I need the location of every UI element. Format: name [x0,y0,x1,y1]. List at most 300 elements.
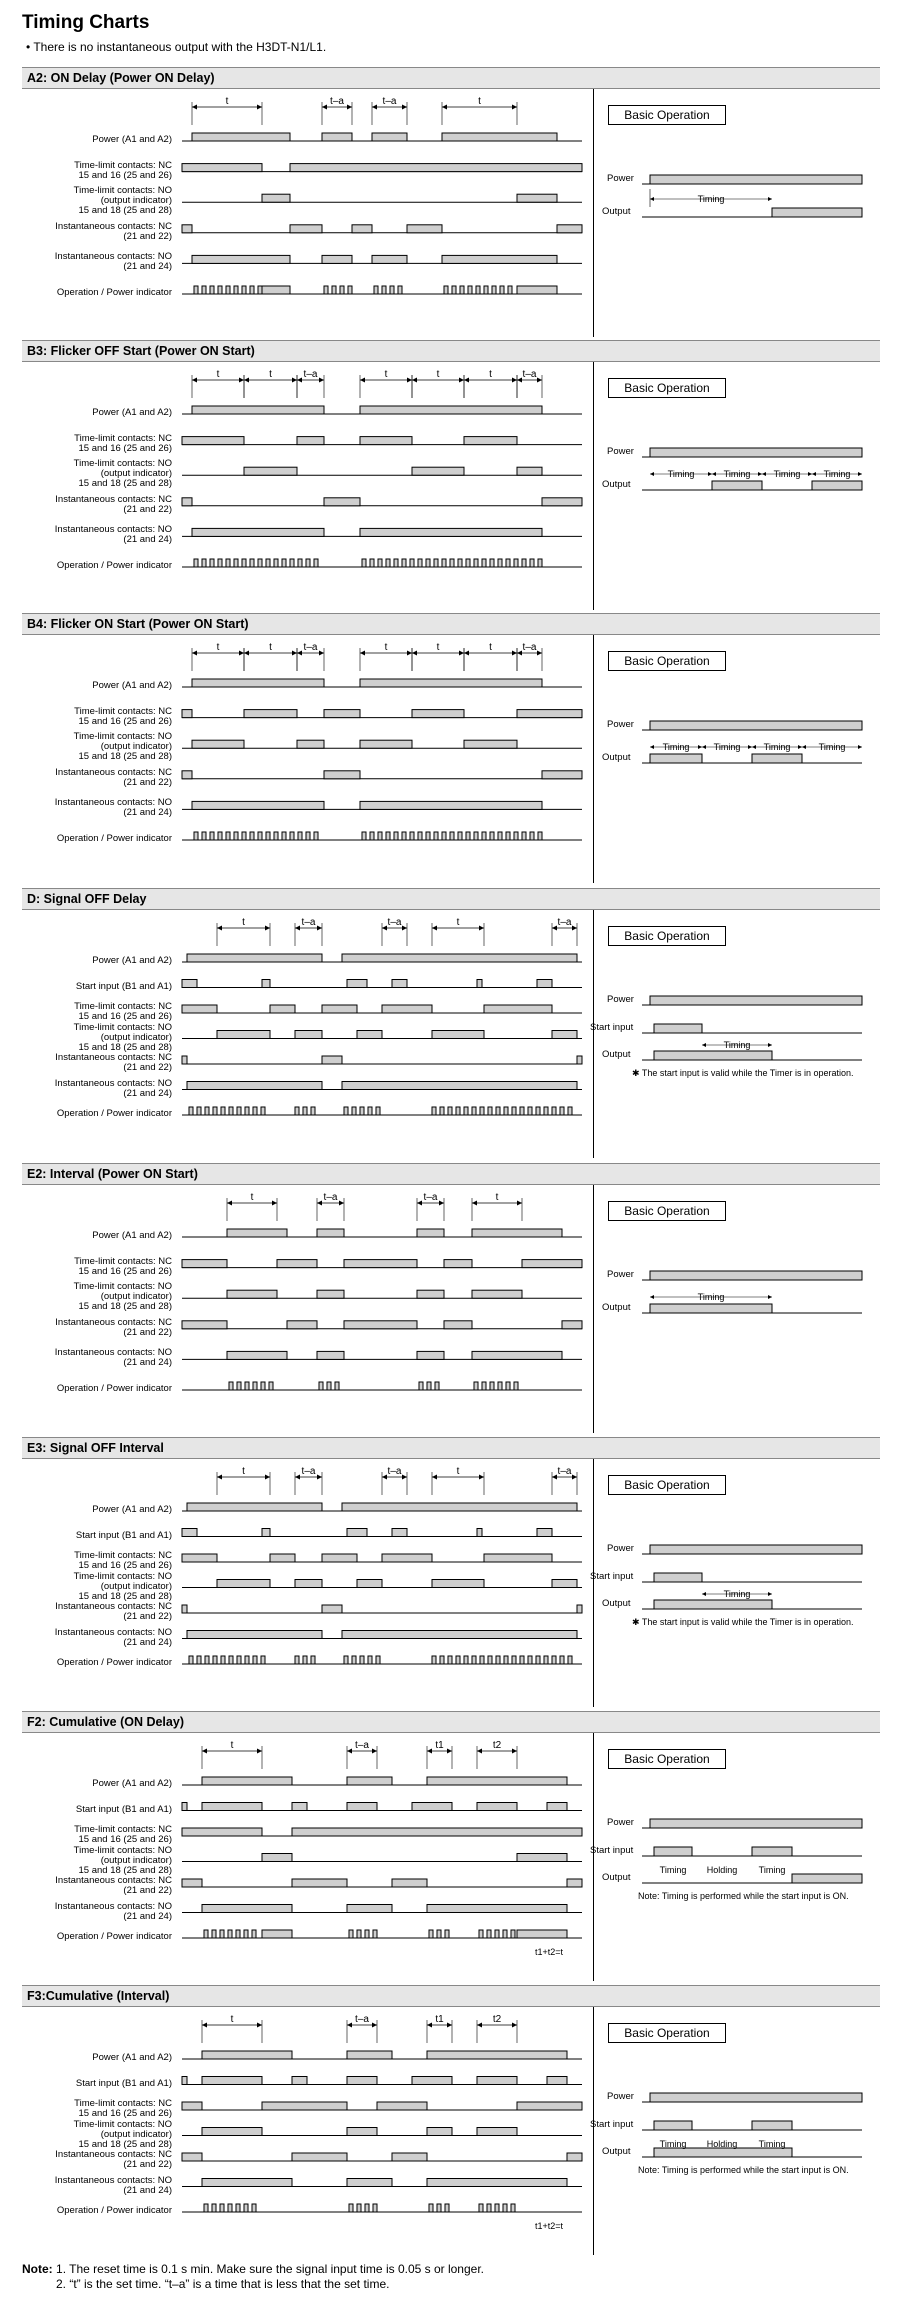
dimension-label: t–a [301,917,316,928]
basic-timing-label: Timing [662,742,690,752]
signal-3-pulse-1 [290,225,322,233]
dimension-label: t [242,1466,245,1477]
signal-3-pulse-2 [352,225,372,233]
signal-4-pulse-2 [577,1056,582,1064]
signal-label: Power (A1 and A2) [92,1778,172,1789]
power-label: Power [607,719,634,730]
indicator-block-17 [376,1656,380,1664]
indicator-block-23 [484,286,488,294]
arrow-right-icon [402,1475,407,1480]
page-title: Timing Charts [22,12,150,33]
signal-2-pulse-0 [182,1005,217,1013]
dimension-label: t–a [522,369,537,380]
arrow-right-icon [239,651,244,656]
signal-3-wave [182,1031,582,1039]
indicator-block-4 [226,832,230,840]
section-a2 [22,67,880,337]
output-label: Output [602,2146,631,2157]
indicator-block-32 [544,1107,548,1115]
signal-3-pulse-1 [347,2128,377,2136]
section-title: B3: Flicker OFF Start (Power ON Start) [27,344,255,358]
indicator-block-1 [197,1107,201,1115]
signal-5-pulse-1 [347,1905,392,1913]
signal-1-pulse-2 [292,2077,307,2085]
timing-dimension-0 [202,1740,262,1769]
signal-4-pulse-1 [360,801,542,809]
indicator-block-2 [205,1107,209,1115]
indicator-block-7 [245,1107,249,1115]
dimension-label: t–a [330,96,344,107]
signal-3-pulse-4 [562,1321,582,1329]
note-label: Note: [22,2262,53,2276]
basic-operation-diagram [642,721,862,763]
section-title: A2: ON Delay (Power ON Delay) [27,71,215,85]
signal-3-wave [182,771,582,779]
indicator-block-8 [335,1382,339,1390]
indicator-block-0 [189,1656,193,1664]
dimension-label: t [250,1192,254,1203]
arrow-left-icon [202,2023,207,2028]
indicator-block-14 [306,832,310,840]
signal-3-pulse-1 [324,771,360,779]
indicator-block-11 [303,1107,307,1115]
arrow-right-icon [347,105,352,110]
power-wave [182,954,582,962]
signal-1-pulse-3 [392,1529,407,1537]
basic-operation-label: Basic Operation [608,1201,726,1221]
signal-label: Power (A1 and A2) [92,407,172,418]
arrow-right-icon [808,472,812,476]
arrow-left-icon [650,472,654,476]
signal-1-pulse-3 [412,710,464,718]
basic-timing-label: Timing [697,1292,725,1302]
signal-2-wave [182,2102,582,2110]
signal-1-pulse-2 [292,1803,307,1811]
section-e3 [22,1437,880,1707]
power-label: Power [607,994,634,1005]
arrow-left-icon [297,378,302,383]
indicator-wave [182,2204,582,2212]
signal-label: Start input (B1 and A1) [75,980,172,992]
dimension-label: t–a [301,1466,316,1477]
signal-4-pulse-2 [392,2153,427,2161]
dimension-label: t–a [423,1192,438,1203]
indicator-block-31 [482,559,486,567]
indicator-block-0 [204,2204,208,2212]
signal-2-wave [182,194,582,202]
arrow-right-icon [459,651,464,656]
arrow-right-icon [402,926,407,931]
signal-3-pulse-4 [552,1031,577,1039]
indicator-block-10 [373,2204,377,2212]
arrow-right-icon [439,1201,444,1206]
indicator-block-15 [314,559,318,567]
section-f3 [22,1985,880,2255]
indicator-block-15 [479,1930,483,1938]
section-header [22,1437,880,1459]
signal-2-pulse-2 [322,1005,357,1013]
signal-2-pulse-1 [262,2102,347,2110]
indicator-block-16 [368,1107,372,1115]
power-pulse-1 [360,406,542,414]
basic-operation-label: Basic Operation [608,1475,726,1495]
indicator-block-19 [511,1930,515,1938]
dimension-label: t–a [387,1466,402,1477]
signal-label: Time-limit contacts: NC 15 and 16 (25 and 26) [74,1255,172,1277]
indicator-block-29 [520,1656,524,1664]
power-pulse-0 [192,679,324,687]
indicator-block-24 [480,1656,484,1664]
signal-1-wave [182,2077,582,2085]
dimension-label: t [456,917,460,928]
arrow-left-icon [360,378,365,383]
indicator-block-19 [440,1656,444,1664]
indicator-block-7 [349,2204,353,2212]
timing-dimension-2 [427,1740,452,1769]
signal-label: Operation / Power indicator [56,1931,172,1942]
signal-4-pulse-1 [317,1351,344,1359]
indicator-block-12 [340,286,344,294]
indicator-block-4 [261,1382,265,1390]
signal-2-pulse-2 [377,2102,427,2110]
timing-dimension-3 [442,96,517,125]
signal-3-wave [182,498,582,506]
indicator-block-17 [370,832,374,840]
note-2 [22,2277,484,2292]
signal-2-pulse-3 [517,2102,582,2110]
basic-operation-diagram [642,448,862,490]
indicator-block-20 [460,286,464,294]
indicator-block-10 [295,1107,299,1115]
indicator-block-20 [448,1656,452,1664]
dimension-label: t [216,369,220,380]
arrow-right-icon [708,472,712,476]
signal-4-pulse-0 [227,1351,287,1359]
indicator-block-21 [402,559,406,567]
dimension-label: t–a [303,369,318,380]
power-label: Power [607,1817,634,1828]
indicator-block-10 [274,559,278,567]
indicator-block-8 [253,1656,257,1664]
signal-2-pulse-4 [484,1005,552,1013]
start-input-note-text: The start input is valid while the Timer is in operation. [641,1068,854,1078]
signal-3-pulse-0 [182,225,192,233]
power-level [650,1819,862,1828]
arrow-left-icon [464,378,469,383]
signal-label: Start input (B1 and A1) [75,1803,172,1815]
power-label: Power [607,446,634,457]
arrow-left-icon [702,745,706,749]
start-input-level [654,1024,702,1033]
indicator-block-22 [464,1107,468,1115]
signal-label: Operation / Power indicator [56,2205,172,2216]
signal-3-pulse-2 [344,1321,417,1329]
section-header [22,1711,880,1733]
power-label: Power [607,2091,634,2102]
signal-2-pulse-0 [244,467,297,475]
indicator-block-20 [517,1930,567,1938]
dimension-label: t [269,369,272,380]
signal-5-wave [182,1631,582,1639]
timing-dimension-6 [517,642,542,671]
arrow-right-icon [768,197,772,201]
signal-label: Time-limit contacts: NO (output indicator) 15 and 18 (25 and 28) [73,185,172,217]
arrow-right-icon [858,472,862,476]
arrow-left-icon [417,1201,422,1206]
indicator-block-8 [258,559,262,567]
signal-label: Instantaneous contacts: NO (21 and 24) [54,1626,172,1648]
signal-label: Time-limit contacts: NO (output indicator) 15 and 18 (25 and 28) [73,731,172,763]
signal-4-wave [182,1351,582,1359]
signal-label: Time-limit contacts: NO (output indicator) 15 and 18 (25 and 28) [73,458,172,490]
arrow-left-icon [702,1043,706,1047]
signal-4-pulse-0 [192,801,324,809]
signal-2-wave [182,467,582,475]
basic-timing-label: Timing [823,469,851,479]
indicator-block-17 [503,2204,507,2212]
indicator-block-12 [437,2204,441,2212]
timing-dimension-0 [217,1466,270,1495]
indicator-block-7 [250,832,254,840]
indicator-block-13 [348,286,352,294]
signal-1-pulse-1 [202,2077,262,2085]
arrow-right-icon [402,105,407,110]
arrow-left-icon [295,926,300,931]
signal-1-pulse-3 [464,437,517,445]
indicator-block-14 [479,2204,483,2212]
signal-label: Instantaneous contacts: NC (21 and 22) [55,766,172,788]
arrow-left-icon [762,472,766,476]
indicator-block-10 [295,1656,299,1664]
signal-label: Power (A1 and A2) [92,680,172,691]
basic-timing-label: Timing [713,742,741,752]
indicator-block-11 [282,832,286,840]
signal-1-pulse-1 [244,710,297,718]
indicator-block-18 [432,1656,436,1664]
arrow-left-icon [372,105,377,110]
basic-operation-diagram [642,1545,862,1609]
signal-2-wave [182,1554,582,1562]
indicator-block-23 [472,1656,476,1664]
basic-operation-diagram [642,175,862,217]
indicator-block-21 [456,1107,460,1115]
arrow-right-icon [459,378,464,383]
signal-3-pulse-2 [542,771,582,779]
indicator-block-2 [205,1656,209,1664]
signal-label: Power (A1 and A2) [92,2052,172,2063]
arrow-left-icon [712,472,716,476]
indicator-block-13 [298,832,302,840]
arrow-right-icon [319,378,324,383]
arrow-right-icon [748,745,752,749]
dimension-label: t [489,369,492,380]
signal-1-pulse-2 [360,437,412,445]
output-level [650,1304,772,1313]
dimension-label: t–a [522,642,537,653]
indicator-block-29 [466,832,470,840]
power-pulse-2 [427,2051,567,2059]
start-input-level [654,1573,702,1582]
start-input-level [654,1847,692,1856]
indicator-block-25 [434,832,438,840]
signal-4-pulse-0 [192,255,290,263]
indicator-block-5 [269,1382,273,1390]
output-label: Output [602,752,631,763]
arrow-left-icon [427,1749,432,1754]
signal-label: Power (A1 and A2) [92,134,172,145]
signal-5-pulse-0 [187,1631,322,1639]
arrow-right-icon [512,651,517,656]
signal-1-pulse-1 [262,1529,270,1537]
signal-1-wave [182,710,582,718]
signal-1-pulse-6 [547,1803,567,1811]
signal-1-pulse-2 [344,1260,417,1268]
arrow-left-icon [802,745,806,749]
signal-5-pulse-0 [202,1905,292,1913]
signal-3-pulse-2 [542,498,582,506]
timing-dimension-6 [517,369,542,398]
signal-label: Instantaneous contacts: NO (21 and 24) [54,1077,172,1099]
indicator-block-4 [236,2204,240,2212]
indicator-block-1 [202,286,206,294]
signal-2-pulse-1 [292,1828,582,1836]
indicator-block-9 [365,2204,369,2212]
dimension-label: t2 [492,2014,502,2025]
basic-operation-label: Basic Operation [608,1749,726,1769]
basic-timing-label: Timing [763,742,791,752]
indicator-block-2 [220,2204,224,2212]
dimension-label: t [384,642,388,653]
indicator-block-4 [236,1930,240,1938]
power-level [650,175,862,184]
indicator-block-16 [362,832,366,840]
signal-1-pulse-1 [277,1260,317,1268]
timing-dimension-1 [295,1466,322,1495]
t-sum-note: t1+t2=t [535,1947,564,1957]
basic-timing-label: Timing [773,469,801,479]
timing-dimension-1 [317,1192,344,1221]
indicator-block-25 [488,1107,492,1115]
indicator-block-38 [538,832,542,840]
notes [22,2262,484,2292]
signal-4-pulse-0 [182,1056,187,1064]
signal-4-wave [182,1056,582,1064]
indicator-block-30 [474,559,478,567]
timing-dimension-1 [244,369,297,398]
signal-3-wave [182,2128,582,2136]
indicator-block-15 [487,2204,491,2212]
power-wave [182,133,582,141]
signal-3-pulse-0 [217,1580,270,1588]
arrow-right-icon [407,651,412,656]
indicator-block-16 [368,1656,372,1664]
signal-1-pulse-1 [290,164,582,172]
timing-dimension-2 [417,1192,444,1221]
dimension-label: t [269,642,272,653]
arrow-right-icon [572,1475,577,1480]
indicator-block-10 [427,1382,431,1390]
signal-1-pulse-5 [537,980,552,988]
arrow-left-icon [812,472,816,476]
dimension-label: t [478,96,481,107]
indicator-block-12 [290,832,294,840]
indicator-block-15 [360,1656,364,1664]
arrow-right-icon [447,1749,452,1754]
indicator-block-6 [252,2204,256,2212]
arrow-right-icon [317,926,322,931]
indicator-block-2 [210,559,214,567]
section-header [22,888,880,910]
indicator-block-37 [530,559,534,567]
basic-operation-label: Basic Operation [608,926,726,946]
timing-dimension-5 [464,369,517,398]
indicator-block-18 [378,832,382,840]
indicator-block-11 [373,1930,377,1938]
basic-operation-diagram [642,1819,862,1883]
signal-label: Time-limit contacts: NC 15 and 16 (25 and 26) [74,705,172,727]
arrow-left-icon [427,2023,432,2028]
indicator-block-20 [394,559,398,567]
signal-1-pulse-0 [182,710,192,718]
basic-operation-diagram [642,1271,862,1313]
arrow-right-icon [512,2023,517,2028]
power-pulse-1 [322,133,352,141]
indicator-block-23 [418,559,422,567]
signal-2-wave [182,1290,582,1298]
timing-dimension-0 [202,2014,262,2043]
signal-label: Time-limit contacts: NC 15 and 16 (25 and 26) [74,1550,172,1571]
signal-4-wave [182,528,582,536]
indicator-block-21 [468,286,472,294]
arrow-left-icon [317,1201,322,1206]
timing-dimension-1 [322,96,352,125]
power-pulse-1 [342,954,577,962]
arrow-left-icon [442,105,447,110]
signal-4-wave [182,1605,582,1613]
indicator-block-0 [204,1930,208,1938]
dimension-label: t–a [557,1466,572,1477]
signal-3-wave [182,1854,582,1862]
signal-2-pulse-0 [192,740,244,748]
indicator-block-5 [234,832,238,840]
indicator-block-7 [250,559,254,567]
signal-label: Instantaneous contacts: NO (21 and 24) [54,1900,172,1922]
dimension-label: t–a [387,917,402,928]
indicator-block-24 [426,559,430,567]
signal-label: Time-limit contacts: NO (output indicator) 15 and 18 (25 and 28) [73,1021,172,1053]
indicator-block-32 [490,559,494,567]
signal-1-pulse-4 [412,2077,452,2085]
signal-5-wave [182,1082,582,1090]
arrow-left-icon [702,1592,706,1596]
signal-1-pulse-0 [182,1529,197,1537]
indicator-block-9 [262,286,290,294]
section-title: E2: Interval (Power ON Start) [27,1167,198,1181]
arrow-right-icon [292,378,297,383]
timing-dimension-3 [432,917,484,946]
indicator-block-6 [237,1107,241,1115]
indicator-block-22 [410,832,414,840]
arrow-left-icon [432,1475,437,1480]
signal-5-wave [182,2179,582,2187]
arrow-left-icon [244,378,249,383]
indicator-block-7 [250,286,254,294]
dimension-label: t–a [355,1740,369,1751]
signal-label: Power (A1 and A2) [92,955,172,966]
indicator-block-22 [464,1656,468,1664]
indicator-block-16 [487,1930,491,1938]
arrow-left-icon [192,105,197,110]
